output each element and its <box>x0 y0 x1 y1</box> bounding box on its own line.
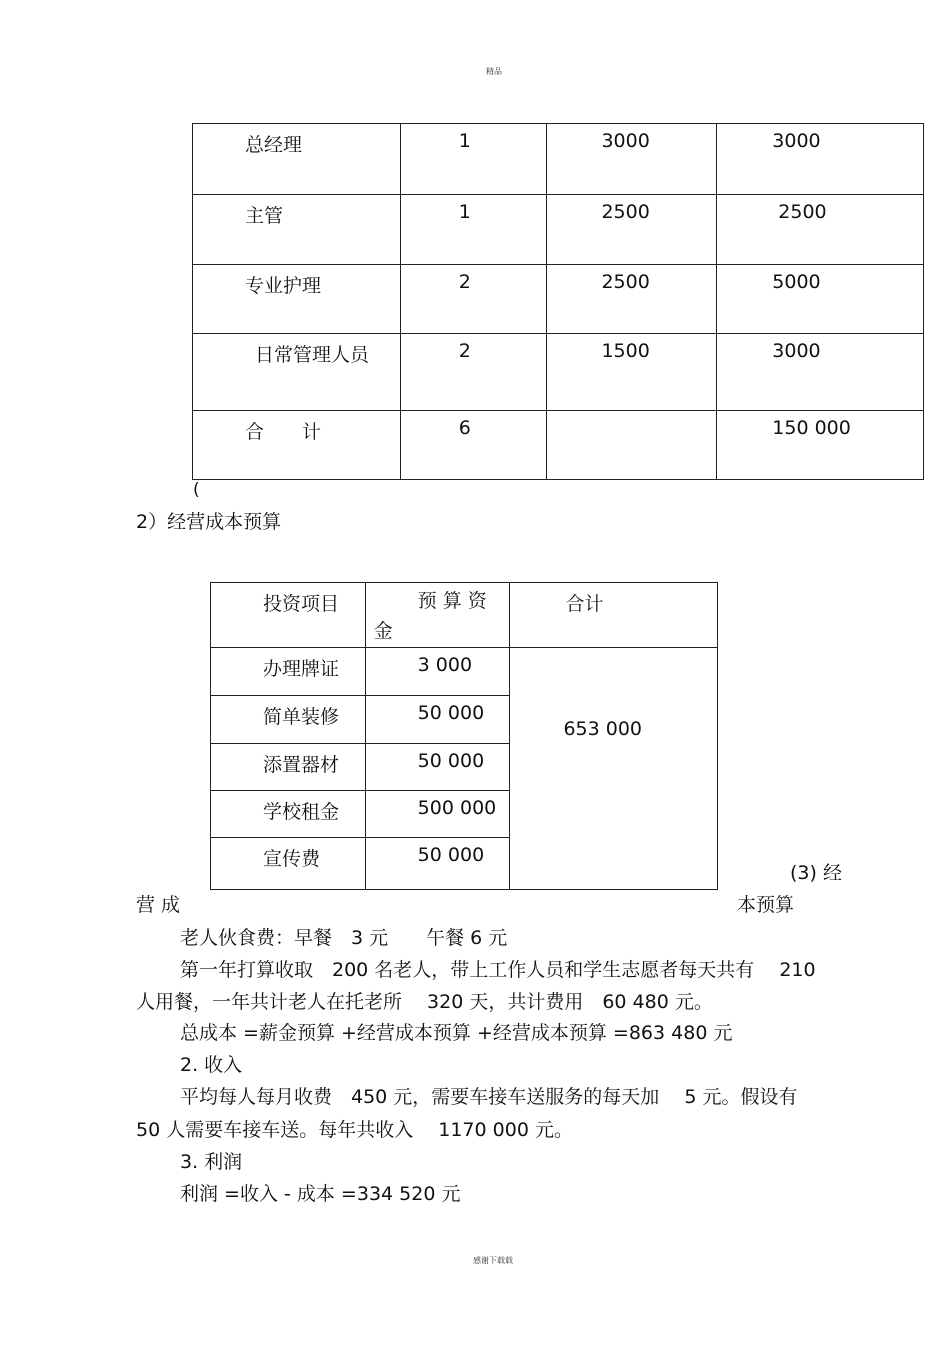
header-budget-line1: 预 算 资 <box>417 590 487 612</box>
count-cell: 2 <box>458 340 471 362</box>
total-cell: 3000 <box>772 130 821 152</box>
page-header-label: 精品 <box>486 67 502 76</box>
page-footer-label: 感谢下载载 <box>473 1256 513 1265</box>
table-row <box>193 124 924 195</box>
meal-cost-text: 老人伙食费：早餐 3 元 午餐 6 元 <box>180 927 508 949</box>
total-cell: 5000 <box>772 271 821 293</box>
salary-cell: 2500 <box>601 271 650 293</box>
stray-paren: ( <box>193 480 200 500</box>
table-row <box>193 195 924 265</box>
total-cell: 2500 <box>778 201 827 223</box>
position-cell: 日常管理人员 <box>255 344 370 366</box>
count-cell: 2 <box>458 271 471 293</box>
income-title: 2. 收入 <box>180 1054 243 1076</box>
section3-title-part-a: (3) 经 <box>790 862 842 884</box>
table-row <box>193 265 924 334</box>
position-cell: 专业护理 <box>245 275 322 297</box>
item-cell: 简单装修 <box>263 706 340 728</box>
plan-text-line2: 人用餐，一年共计老人在托老所 320 天，共计费用 60 480 元。 <box>136 991 713 1013</box>
profit-text: 利润 =收入 - 成本 =334 520 元 <box>180 1183 461 1205</box>
count-cell: 1 <box>458 130 471 152</box>
count-cell: 6 <box>458 417 471 439</box>
budget-cell: 500 000 <box>417 797 497 819</box>
income-text-line2: 50 人需要车接车送。每年共收入 1170 000 元。 <box>136 1119 573 1141</box>
count-cell: 1 <box>458 201 471 223</box>
investment-table <box>210 582 718 890</box>
salary-cell: 3000 <box>601 130 650 152</box>
header-total: 合计 <box>565 593 604 615</box>
total-cost-text: 总成本 =薪金预算 +经营成本预算 +经营成本预算 =863 480 元 <box>180 1022 733 1044</box>
item-cell: 办理牌证 <box>263 658 340 680</box>
position-cell: 主管 <box>245 205 284 227</box>
budget-cell: 50 000 <box>417 750 485 772</box>
section3-title-part-b: 营 成 <box>136 894 181 916</box>
item-cell: 宣传费 <box>263 848 321 870</box>
table-row <box>211 648 718 696</box>
header-budget-line2: 金 <box>373 620 393 642</box>
salary-cell: 1500 <box>601 340 650 362</box>
table-row <box>193 334 924 411</box>
budget-cell: 50 000 <box>417 844 485 866</box>
position-cell: 总经理 <box>245 134 303 156</box>
section2-title: 2）经营成本预算 <box>136 511 282 533</box>
income-text-line1: 平均每人每月收费 450 元，需要车接车送服务的每天加 5 元。假设有 <box>180 1086 798 1108</box>
total-cell: 3000 <box>772 340 821 362</box>
budget-cell: 3 000 <box>417 654 473 676</box>
table-row <box>193 411 924 480</box>
salary-cell <box>547 411 716 417</box>
item-cell: 添置器材 <box>263 754 340 776</box>
header-item: 投资项目 <box>263 593 340 615</box>
position-cell: 合 计 <box>245 421 322 443</box>
item-cell: 学校租金 <box>263 801 340 823</box>
table-row <box>211 583 718 648</box>
total-cell: 150 000 <box>772 417 851 439</box>
section3-title-part-c: 本预算 <box>737 894 795 916</box>
plan-text-line1: 第一年打算收取 200 名老人，带上工作人员和学生志愿者每天共有 210 <box>180 959 816 981</box>
salary-table <box>192 123 924 480</box>
total-value: 653 000 <box>563 717 643 740</box>
budget-cell: 50 000 <box>417 702 485 724</box>
salary-cell: 2500 <box>601 201 650 223</box>
profit-title: 3. 利润 <box>180 1151 243 1173</box>
